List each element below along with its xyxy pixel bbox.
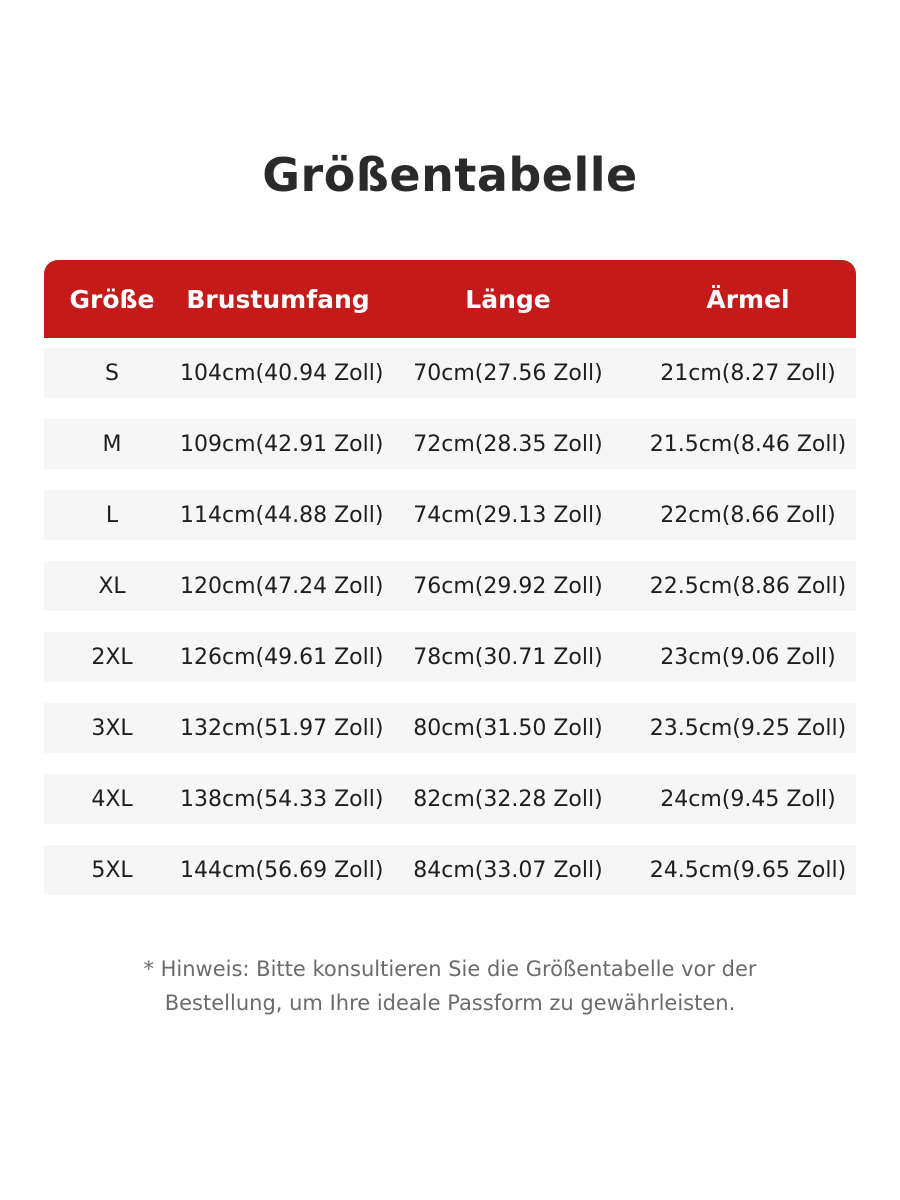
table-row — [44, 632, 856, 682]
sleeve-cell: 23.5cm(9.25 Zoll) — [649, 715, 847, 741]
chest-cell: 109cm(42.91 Zoll) — [180, 431, 384, 457]
table-row — [44, 845, 856, 895]
table-row — [44, 774, 856, 824]
length-cell: 80cm(31.50 Zoll) — [413, 715, 603, 741]
size-cell: 5XL — [91, 857, 133, 883]
table-row — [44, 348, 856, 398]
header-sleeve: Ärmel — [706, 284, 790, 314]
table-row — [44, 490, 856, 540]
note-line-1: * Hinweis: Bitte konsultieren Sie die Größentabelle vor der — [143, 957, 757, 981]
chest-cell: 120cm(47.24 Zoll) — [180, 573, 384, 599]
chest-cell: 114cm(44.88 Zoll) — [180, 502, 384, 528]
sleeve-cell: 23cm(9.06 Zoll) — [660, 644, 836, 670]
chest-cell: 132cm(51.97 Zoll) — [180, 715, 384, 741]
page-title: Größentabelle — [262, 148, 638, 202]
chest-cell: 138cm(54.33 Zoll) — [180, 786, 384, 812]
sleeve-cell: 24cm(9.45 Zoll) — [660, 786, 836, 812]
length-cell: 74cm(29.13 Zoll) — [413, 502, 603, 528]
sleeve-cell: 21.5cm(8.46 Zoll) — [649, 431, 847, 457]
size-cell: 4XL — [91, 786, 133, 812]
size-note — [0, 952, 900, 1020]
header-chest: Brustumfang — [186, 284, 370, 314]
sleeve-cell: 24.5cm(9.65 Zoll) — [649, 857, 847, 883]
table-header-row — [44, 260, 856, 338]
length-cell: 78cm(30.71 Zoll) — [413, 644, 603, 670]
length-cell: 70cm(27.56 Zoll) — [413, 360, 603, 386]
length-cell: 76cm(29.92 Zoll) — [413, 573, 603, 599]
size-cell: L — [105, 502, 119, 528]
length-cell: 84cm(33.07 Zoll) — [413, 857, 603, 883]
chest-cell: 126cm(49.61 Zoll) — [180, 644, 384, 670]
sleeve-cell: 21cm(8.27 Zoll) — [660, 360, 836, 386]
header-size: Größe — [69, 284, 155, 314]
header-length: Länge — [465, 284, 551, 314]
size-cell: S — [105, 360, 119, 386]
chest-cell: 144cm(56.69 Zoll) — [180, 857, 384, 883]
sleeve-cell: 22.5cm(8.86 Zoll) — [649, 573, 847, 599]
length-cell: 82cm(32.28 Zoll) — [413, 786, 603, 812]
size-table — [44, 260, 856, 916]
table-body — [44, 348, 856, 895]
size-cell: 2XL — [91, 644, 133, 670]
table-row — [44, 419, 856, 469]
size-cell: 3XL — [91, 715, 133, 741]
table-row — [44, 561, 856, 611]
sleeve-cell: 22cm(8.66 Zoll) — [660, 502, 836, 528]
size-cell: XL — [98, 573, 126, 599]
chest-cell: 104cm(40.94 Zoll) — [180, 360, 384, 386]
note-line-2: Bestellung, um Ihre ideale Passform zu gewährleisten. — [164, 991, 736, 1015]
size-cell: M — [102, 431, 122, 457]
table-row — [44, 703, 856, 753]
length-cell: 72cm(28.35 Zoll) — [413, 431, 603, 457]
